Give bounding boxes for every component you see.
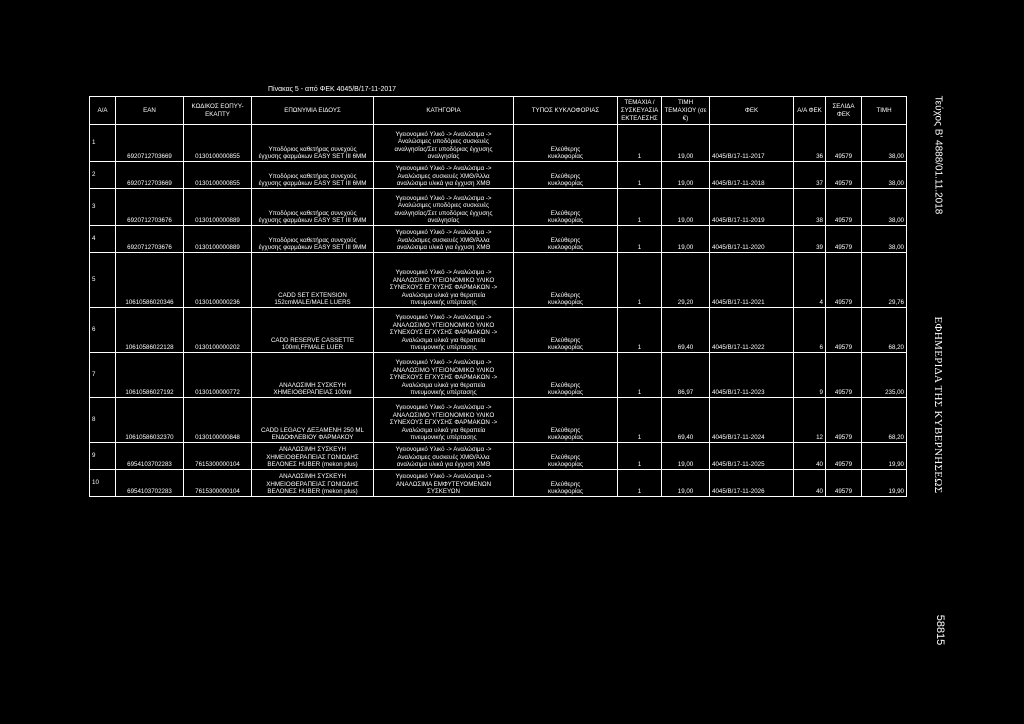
cell-kodikos: 0130100000236 xyxy=(184,253,252,308)
cell-eponymia: ΑΝΑΛΩΣΙΜΗ ΣΥΣΚΕΥΗ ΧΗΜΕΙΟΘΕΡΑΠΕΙΑΣ ΓΩΝΙΩΔΗΣ ΒΕΛΟΝΕΣ HUBER (mekon plus) xyxy=(252,470,374,497)
cell-fek: 4045/Β/17-11-2020 xyxy=(710,226,794,253)
cell-ean: 10610586032370 xyxy=(116,398,184,443)
cell-typos: Ελεύθερης κυκλοφορίας xyxy=(514,226,618,253)
cell-fek: 4045/Β/17-11-2017 xyxy=(710,125,794,162)
cell-ean: 6954103702283 xyxy=(116,443,184,470)
cell-ean: 10610586022128 xyxy=(116,308,184,353)
cell-ean: 6920712703676 xyxy=(116,189,184,226)
col-header-katigoria: ΚΑΤΗΓΟΡΙΑ xyxy=(374,97,514,125)
cell-selida: 49579 xyxy=(826,162,862,189)
cell-temaxia: 1 xyxy=(618,443,662,470)
cell-typos: Ελεύθερης κυκλοφορίας xyxy=(514,443,618,470)
cell-timi: 38,00 xyxy=(862,189,907,226)
cell-kodikos: 0130100000855 xyxy=(184,125,252,162)
cell-selida: 49579 xyxy=(826,189,862,226)
cell-typos: Ελεύθερης κυκλοφορίας xyxy=(514,189,618,226)
table-row xyxy=(90,443,907,470)
cell-aa: 10 xyxy=(90,470,116,497)
cell-typos: Ελεύθερης κυκλοφορίας xyxy=(514,353,618,398)
cell-temaxia: 1 xyxy=(618,226,662,253)
cell-timi-temaxiou: 19,00 xyxy=(662,162,710,189)
col-header-aa-fek: Α/Α ΦΕΚ xyxy=(794,97,826,125)
col-header-timi-temaxiou: ΤΙΜΗ ΤΕΜΑΧΙΟΥ (σε €) xyxy=(662,97,710,125)
cell-aa-fek: 9 xyxy=(794,353,826,398)
cell-fek: 4045/Β/17-11-2021 xyxy=(710,253,794,308)
gazette-title: ΕΦΗΜΕΡΙΔΑ ΤΗΣ ΚΥΒΕΡΝΗΣΕΩΣ xyxy=(932,316,944,494)
cell-kodikos: 0130100000889 xyxy=(184,226,252,253)
cell-kodikos: 0130100000772 xyxy=(184,353,252,398)
cell-fek: 4045/Β/17-11-2025 xyxy=(710,443,794,470)
cell-ean: 6954103702283 xyxy=(116,470,184,497)
cell-selida: 49579 xyxy=(826,125,862,162)
cell-fek: 4045/Β/17-11-2026 xyxy=(710,470,794,497)
cell-timi: 19,90 xyxy=(862,443,907,470)
cell-selida: 49579 xyxy=(826,353,862,398)
cell-timi: 68,20 xyxy=(862,398,907,443)
cell-temaxia: 1 xyxy=(618,189,662,226)
cell-aa-fek: 37 xyxy=(794,162,826,189)
cell-typos: Ελεύθερης κυκλοφορίας xyxy=(514,308,618,353)
cell-ean: 10610586020346 xyxy=(116,253,184,308)
table-row xyxy=(90,353,907,398)
cell-aa: 1 xyxy=(90,125,116,162)
cell-katigoria: Υγειονομικό Υλικό -> Αναλώσιμα -> ΑΝΑΛΩΣΙΜΟ ΥΓΕΙΟΝΟΜΙΚΟ ΥΛΙΚΟ ΣΥΝΕΧΟΥΣ ΕΓΧΥΣΗΣ ΦΑΡΜΑΚΩΝ -> Αναλώσιμα υλικά για θεραπεία πνευμονικής υπέρτασης xyxy=(374,308,514,353)
issue-label-container xyxy=(928,90,948,220)
cell-ean: 6920712703669 xyxy=(116,125,184,162)
cell-aa-fek: 39 xyxy=(794,226,826,253)
cell-katigoria: Υγειονομικό Υλικό -> Αναλώσιμα -> Αναλώσιμες συσκευές ΧΜΘ/Άλλα αναλώσιμα υλικά για έγχυση ΧΜΘ xyxy=(374,162,514,189)
cell-eponymia: CADD RESERVE CASSETTE 100ml,FFMALE LUER xyxy=(252,308,374,353)
col-header-typos: ΤΥΠΟΣ ΚΥΚΛΟΦΟΡΙΑΣ xyxy=(514,97,618,125)
cell-fek: 4045/Β/17-11-2023 xyxy=(710,353,794,398)
page-number: 58815 xyxy=(934,614,946,646)
cell-timi-temaxiou: 69,40 xyxy=(662,398,710,443)
cell-katigoria: Υγειονομικό Υλικό -> Αναλώσιμα -> ΑΝΑΛΩΣΙΜΑ ΕΜΦΥΤΕΥΟΜΕΝΩΝ ΣΥΣΚΕΥΩΝ xyxy=(374,470,514,497)
gazette-title-container xyxy=(928,250,948,560)
cell-timi: 38,00 xyxy=(862,162,907,189)
cell-katigoria: Υγειονομικό Υλικό -> Αναλώσιμα -> Αναλώσιμες υποδόριες συσκευές αναλγησίας/Σετ υποδόριας έγχυσης αναλγησίας xyxy=(374,125,514,162)
cell-eponymia: ΑΝΑΛΩΣΙΜΗ ΣΥΣΚΕΥΗ ΧΗΜΕΙΟΘΕΡΑΠΕΙΑΣ 100ml xyxy=(252,353,374,398)
cell-eponymia: Υποδόριος καθετήρας συνεχούς έγχυσης φαρμάκων EASY SET III 9MM xyxy=(252,226,374,253)
cell-timi-temaxiou: 69,40 xyxy=(662,308,710,353)
cell-selida: 49579 xyxy=(826,443,862,470)
cell-typos: Ελεύθερης κυκλοφορίας xyxy=(514,253,618,308)
cell-eponymia: Υποδόριος καθετήρας συνεχούς έγχυσης φαρμάκων EASY SET III 6MM xyxy=(252,162,374,189)
cell-katigoria: Υγειονομικό Υλικό -> Αναλώσιμα -> ΑΝΑΛΩΣΙΜΟ ΥΓΕΙΟΝΟΜΙΚΟ ΥΛΙΚΟ ΣΥΝΕΧΟΥΣ ΕΓΧΥΣΗΣ ΦΑΡΜΑΚΩΝ -> Αναλώσιμα υλικά για θεραπεία πνευμονικής υπέρτασης xyxy=(374,398,514,443)
cell-aa: 3 xyxy=(90,189,116,226)
cell-eponymia: CADD LEGACY ΔΕΞΑΜΕΝΗ 250 ML ΕΝΔΟΦΛΕΒΙΟΥ ΦΑΡΜΑΚΟΥ xyxy=(252,398,374,443)
cell-timi-temaxiou: 86,97 xyxy=(662,353,710,398)
cell-selida: 49579 xyxy=(826,398,862,443)
cell-aa: 2 xyxy=(90,162,116,189)
col-header-eponymia: ΕΠΩΝΥΜΙΑ ΕΙΔΟΥΣ xyxy=(252,97,374,125)
cell-kodikos: 0130100000889 xyxy=(184,189,252,226)
table-caption: Πίνακας 5 - από ΦΕΚ 4045/Β/17-11-2017 xyxy=(268,86,397,93)
cell-aa-fek: 40 xyxy=(794,470,826,497)
cell-ean: 6920712703676 xyxy=(116,226,184,253)
cell-temaxia: 1 xyxy=(618,162,662,189)
cell-selida: 49579 xyxy=(826,470,862,497)
issue-label: Τεύχος Β’ 4888/01.11.2018 xyxy=(932,95,944,215)
cell-typos: Ελεύθερης κυκλοφορίας xyxy=(514,470,618,497)
cell-temaxia: 1 xyxy=(618,308,662,353)
table-header-row xyxy=(90,97,907,125)
cell-aa-fek: 40 xyxy=(794,443,826,470)
cell-aa: 9 xyxy=(90,443,116,470)
cell-aa-fek: 6 xyxy=(794,308,826,353)
cell-timi: 29,76 xyxy=(862,253,907,308)
cell-eponymia: ΑΝΑΛΩΣΙΜΗ ΣΥΣΚΕΥΗ ΧΗΜΕΙΟΘΕΡΑΠΕΙΑΣ ΓΩΝΙΩΔΗΣ ΒΕΛΟΝΕΣ HUBER (mekon plus) xyxy=(252,443,374,470)
cell-eponymia: Υποδόριος καθετήρας συνεχούς έγχυσης φαρμάκων EASY SET III 6MM xyxy=(252,125,374,162)
cell-fek: 4045/Β/17-11-2019 xyxy=(710,189,794,226)
cell-eponymia: Υποδόριος καθετήρας συνεχούς έγχυσης φαρμάκων EASY SET III 9MM xyxy=(252,189,374,226)
cell-katigoria: Υγειονομικό Υλικό -> Αναλώσιμα -> Αναλώσιμες συσκευές ΧΜΘ/Άλλα αναλώσιμα υλικά για έγχυση ΧΜΘ xyxy=(374,443,514,470)
cell-timi-temaxiou: 19,00 xyxy=(662,443,710,470)
cell-kodikos: 0130100000848 xyxy=(184,398,252,443)
cell-temaxia: 1 xyxy=(618,125,662,162)
table-row xyxy=(90,226,907,253)
cell-timi: 19,90 xyxy=(862,470,907,497)
cell-temaxia: 1 xyxy=(618,253,662,308)
cell-aa-fek: 36 xyxy=(794,125,826,162)
col-header-aa: Α/Α xyxy=(90,97,116,125)
cell-kodikos: 0130100000855 xyxy=(184,162,252,189)
cell-katigoria: Υγειονομικό Υλικό -> Αναλώσιμα -> Αναλώσιμες συσκευές ΧΜΘ/Άλλα αναλώσιμα υλικά για έγχυση ΧΜΘ xyxy=(374,226,514,253)
col-header-fek: ΦΕΚ xyxy=(710,97,794,125)
cell-katigoria: Υγειονομικό Υλικό -> Αναλώσιμα -> Αναλώσιμες υποδόριες συσκευές αναλγησίας/Σετ υποδόριας έγχυσης αναλγησίας xyxy=(374,189,514,226)
table-row xyxy=(90,189,907,226)
cell-fek: 4045/Β/17-11-2018 xyxy=(710,162,794,189)
page-number-container xyxy=(930,600,950,660)
table-row xyxy=(90,125,907,162)
cell-timi-temaxiou: 19,00 xyxy=(662,226,710,253)
cell-selida: 49579 xyxy=(826,253,862,308)
price-table xyxy=(89,96,907,497)
cell-temaxia: 1 xyxy=(618,470,662,497)
cell-timi: 68,20 xyxy=(862,308,907,353)
cell-selida: 49579 xyxy=(826,226,862,253)
cell-timi: 38,00 xyxy=(862,226,907,253)
cell-selida: 49579 xyxy=(826,308,862,353)
col-header-kodikos: ΚΩΔΙΚΟΣ ΕΟΠΥΥ-ΕΚΑΠΤΥ xyxy=(184,97,252,125)
cell-ean: 10610586027192 xyxy=(116,353,184,398)
col-header-timi: ΤΙΜΗ xyxy=(862,97,907,125)
col-header-temaxia: ΤΕΜΑΧΙΑ / ΣΥΣΚΕΥΑΣΙΑ ΕΚΤΕΛΕΣΗΣ xyxy=(618,97,662,125)
cell-eponymia: CADD SET EXTENSION 152cmMALE/MALE LUERS xyxy=(252,253,374,308)
cell-katigoria: Υγειονομικό Υλικό -> Αναλώσιμα -> ΑΝΑΛΩΣΙΜΟ ΥΓΕΙΟΝΟΜΙΚΟ ΥΛΙΚΟ ΣΥΝΕΧΟΥΣ ΕΓΧΥΣΗΣ ΦΑΡΜΑΚΩΝ -> Αναλώσιμα υλικά για θεραπεία πνευμονικής υπέρτασης xyxy=(374,353,514,398)
table-row xyxy=(90,470,907,497)
cell-aa-fek: 12 xyxy=(794,398,826,443)
table-row xyxy=(90,308,907,353)
cell-timi-temaxiou: 19,00 xyxy=(662,189,710,226)
cell-typos: Ελεύθερης κυκλοφορίας xyxy=(514,162,618,189)
cell-fek: 4045/Β/17-11-2024 xyxy=(710,398,794,443)
cell-aa-fek: 4 xyxy=(794,253,826,308)
cell-aa: 8 xyxy=(90,398,116,443)
cell-timi: 235,00 xyxy=(862,353,907,398)
cell-kodikos: 0130100000202 xyxy=(184,308,252,353)
cell-ean: 6920712703669 xyxy=(116,162,184,189)
cell-kodikos: 7615300000104 xyxy=(184,443,252,470)
cell-timi: 38,00 xyxy=(862,125,907,162)
cell-temaxia: 1 xyxy=(618,353,662,398)
cell-timi-temaxiou: 19,00 xyxy=(662,470,710,497)
cell-timi-temaxiou: 19,00 xyxy=(662,125,710,162)
cell-katigoria: Υγειονομικό Υλικό -> Αναλώσιμα -> ΑΝΑΛΩΣΙΜΟ ΥΓΕΙΟΝΟΜΙΚΟ ΥΛΙΚΟ ΣΥΝΕΧΟΥΣ ΕΓΧΥΣΗΣ ΦΑΡΜΑΚΩΝ -> Αναλώσιμα υλικά για θεραπεία πνευμονικής υπέρτασης xyxy=(374,253,514,308)
col-header-selida-fek: ΣΕΛΙΔΑ ΦΕΚ xyxy=(826,97,862,125)
cell-aa: 5 xyxy=(90,253,116,308)
table-row xyxy=(90,162,907,189)
cell-fek: 4045/Β/17-11-2022 xyxy=(710,308,794,353)
col-header-ean: EAN xyxy=(116,97,184,125)
cell-typos: Ελεύθερης κυκλοφορίας xyxy=(514,125,618,162)
table-row xyxy=(90,253,907,308)
cell-aa: 4 xyxy=(90,226,116,253)
cell-timi-temaxiou: 29,20 xyxy=(662,253,710,308)
cell-aa: 6 xyxy=(90,308,116,353)
cell-aa: 7 xyxy=(90,353,116,398)
cell-kodikos: 7615300000104 xyxy=(184,470,252,497)
cell-typos: Ελεύθερης κυκλοφορίας xyxy=(514,398,618,443)
table-row xyxy=(90,398,907,443)
cell-aa-fek: 38 xyxy=(794,189,826,226)
table-body xyxy=(90,125,907,497)
cell-temaxia: 1 xyxy=(618,398,662,443)
